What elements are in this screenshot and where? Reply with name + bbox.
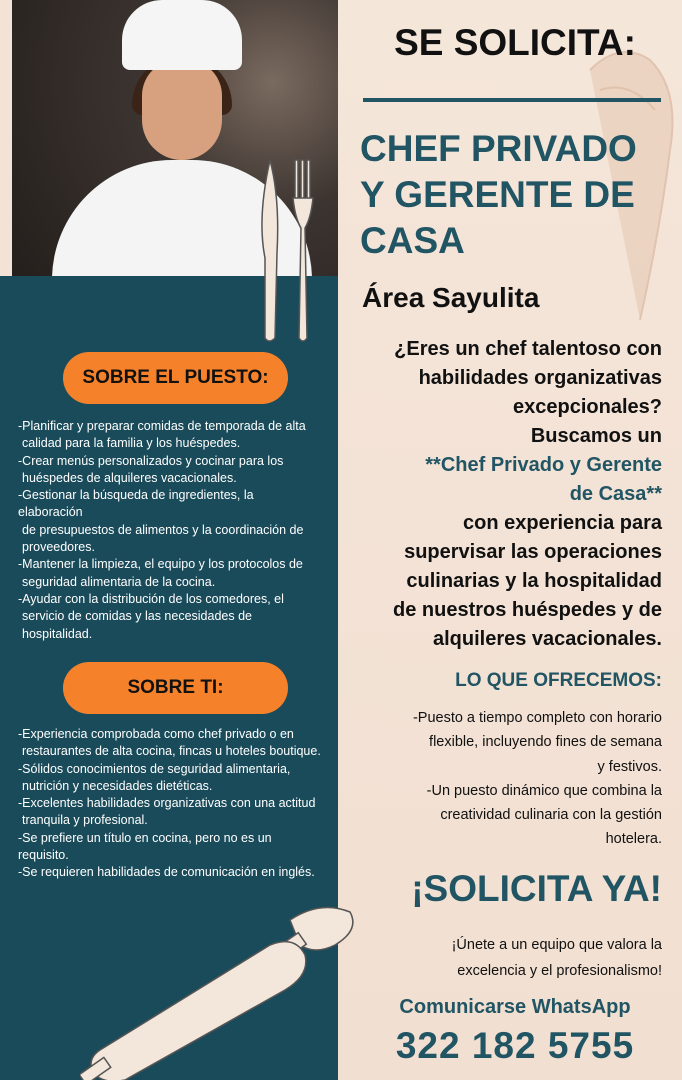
intro-line: alquileres vacacionales. xyxy=(432,628,662,650)
list-item: y festivos. xyxy=(597,758,662,775)
list-item: creatividad culinaria con la gestión xyxy=(440,807,662,824)
cta-line: ¡Únete a un equipo que valora la xyxy=(451,937,662,953)
phone-number[interactable]: 322 182 5755 xyxy=(395,1025,635,1066)
position-line: Y GERENTE DE xyxy=(360,174,635,215)
list-item: -Experiencia comprobada como chef privado o en xyxy=(18,727,294,741)
list-item: nutrición y necesidades dietéticas. xyxy=(22,778,213,793)
list-item: seguridad alimentaria de la cocina. xyxy=(22,574,216,589)
list-item: -Crear menús personalizados y cocinar para los xyxy=(18,453,284,468)
intro-line: supervisar las operaciones xyxy=(404,541,662,563)
ofrecemos-list xyxy=(362,706,662,852)
list-item: -Puesto a tiempo completo con horario xyxy=(412,710,662,726)
position-line: CHEF PRIVADO xyxy=(360,128,637,169)
cta-title: ¡SOLICITA YA! xyxy=(411,868,662,909)
list-item: -Sólidos conocimientos de seguridad alimentaria, xyxy=(18,761,291,776)
intro-line: culinarias y la hospitalidad xyxy=(406,570,662,592)
intro-line: ¿Eres un chef talentoso con xyxy=(394,338,662,360)
list-item: proveedores. xyxy=(22,540,95,555)
list-item: de presupuestos de alimentos y la coordinación de xyxy=(22,522,304,537)
intro-line: **Chef Privado y Gerente xyxy=(425,454,662,476)
intro-line: excepcionales? xyxy=(513,396,662,418)
chef-face xyxy=(142,60,222,160)
list-item: huéspedes de alquileres vacacionales. xyxy=(22,470,237,485)
intro-line: habilidades organizativas xyxy=(418,367,662,389)
position-line: CASA xyxy=(360,220,465,261)
location: Área Sayulita xyxy=(362,282,540,313)
list-item: calidad para la familia y los huéspedes. xyxy=(22,436,241,451)
intro-line: de nuestros huéspedes y de xyxy=(393,599,662,621)
list-item: flexible, incluyendo fines de semana xyxy=(429,734,662,751)
contact-label: Comunicarse WhatsApp xyxy=(399,996,631,1018)
list-item: -Se prefiere un título en cocina, pero no es un requisito. xyxy=(18,830,272,863)
list-item: servicio de comidas y las necesidades de xyxy=(22,609,252,624)
list-item: -Gestionar la búsqueda de ingredientes, la elaboración xyxy=(18,488,254,520)
cta-line: excelencia y el profesionalismo! xyxy=(457,963,662,979)
list-item: restaurantes de alta cocina, fincas u hoteles boutique. xyxy=(22,744,321,759)
list-item: tranquila y profesional. xyxy=(22,813,148,828)
list-item: -Planificar y preparar comidas de temporada de alta xyxy=(18,419,306,433)
section-heading-ti: SOBRE TI: xyxy=(63,662,288,714)
fork-knife-icon xyxy=(255,158,325,346)
section-heading-puesto: SOBRE EL PUESTO: xyxy=(63,352,288,404)
list-item: -Excelentes habilidades organizativas con una actitud xyxy=(18,796,316,811)
ti-list xyxy=(18,726,323,882)
intro-line: con experiencia para xyxy=(463,512,662,534)
rolling-pin-icon xyxy=(80,900,370,1080)
list-item: hospitalidad. xyxy=(22,626,93,641)
position-title xyxy=(360,126,680,264)
list-item: hotelera. xyxy=(605,831,662,848)
list-item: -Mantener la limpieza, el equipo y los protocolos de xyxy=(18,557,303,572)
list-item: -Un puesto dinámico que combina la xyxy=(426,782,662,799)
intro-text xyxy=(340,335,662,654)
list-item: -Ayudar con la distribución de los comedores, el xyxy=(18,591,284,606)
page-title: SE SOLICITA: xyxy=(394,22,636,63)
intro-line: Buscamos un xyxy=(530,425,662,447)
chef-hat xyxy=(122,0,242,70)
section-heading-ofrecemos: LO QUE OFRECEMOS: xyxy=(455,670,662,691)
cta-text xyxy=(365,932,662,984)
title-divider xyxy=(363,98,661,102)
list-item: -Se requieren habilidades de comunicación en inglés. xyxy=(18,865,315,880)
intro-line: de Casa** xyxy=(569,483,662,505)
puesto-list xyxy=(18,418,318,643)
